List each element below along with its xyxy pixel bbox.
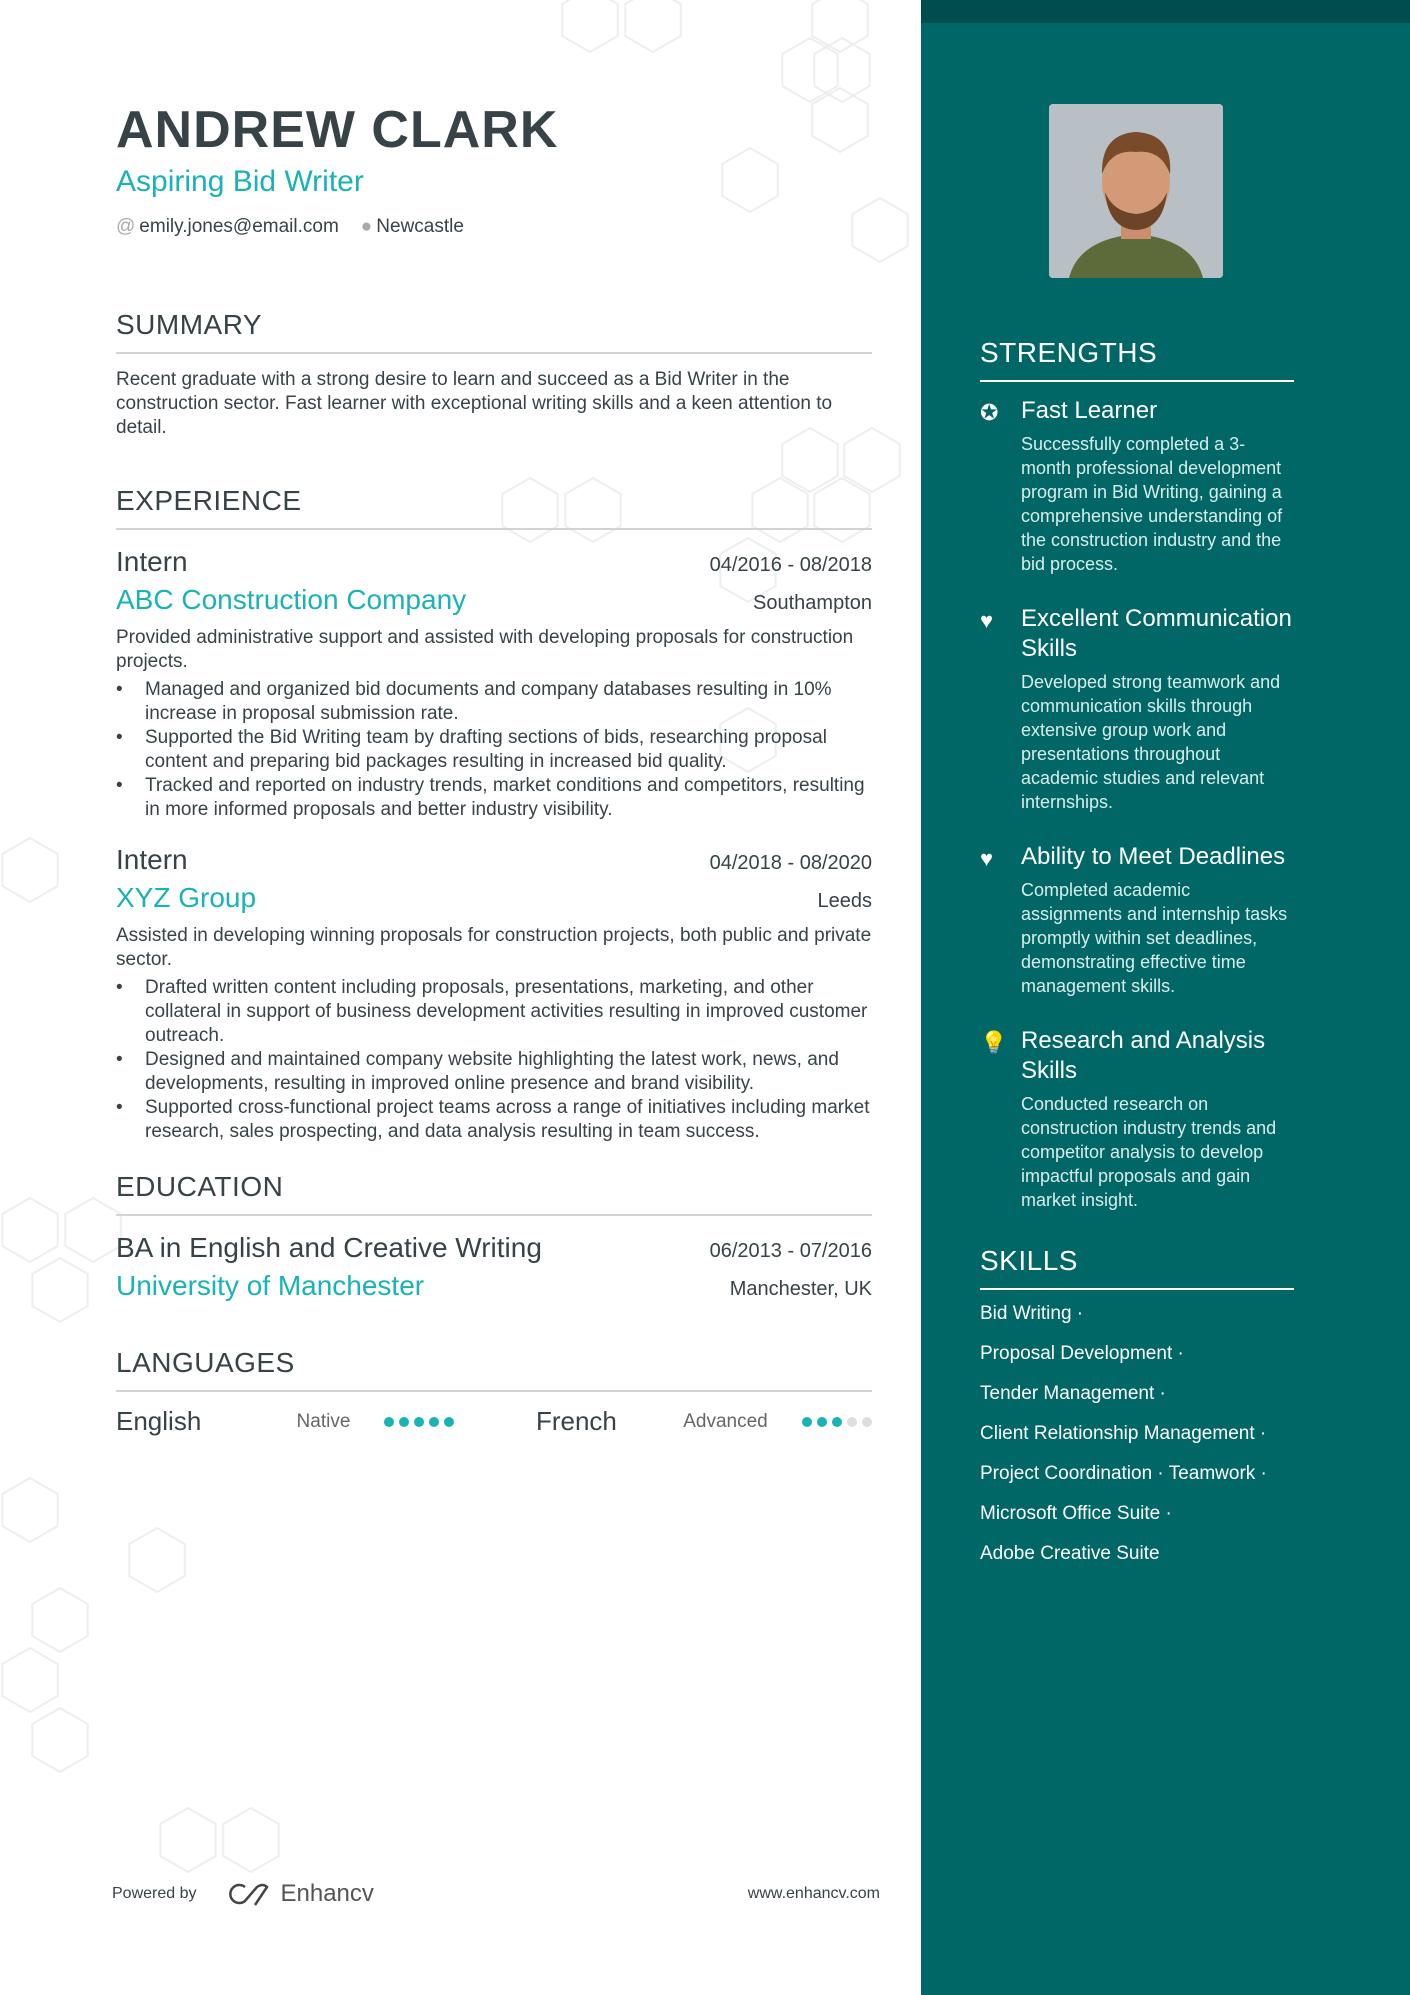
strength-description: Successfully completed a 3-month professional development program in Bid Writing, gaining a comprehensive understanding of the construction industry and the bid process. (1021, 434, 1283, 574)
profile-photo (1049, 104, 1223, 278)
language-level: Advanced (683, 1410, 768, 1432)
company-name[interactable]: XYZ Group (116, 882, 257, 913)
infinity-logo-icon (225, 1881, 271, 1907)
job-title: Intern (116, 844, 188, 875)
hexagon-shape (32, 1588, 87, 1652)
hexagon-shape (562, 0, 617, 52)
hexagon-shape (65, 1198, 120, 1262)
language-rating (384, 1417, 536, 1427)
hexagon-shape (625, 0, 680, 52)
language-name: French (535, 1406, 617, 1436)
job-dates: 04/2016 - 08/2018 (709, 554, 872, 576)
hexagon-shape (129, 1528, 184, 1592)
experience-section (116, 484, 872, 1144)
rating-dot (847, 1417, 857, 1427)
award-icon: ✪ (980, 400, 999, 425)
hexagon-shape (32, 1258, 87, 1322)
education-section (116, 1170, 872, 1306)
powered-by-label: Powered by (112, 1885, 197, 1902)
rating-dot (817, 1417, 827, 1427)
job-dates: 04/2018 - 08/2020 (709, 852, 872, 874)
bullet-item: • Managed and organized bid documents and company databases resulting in 10% increase in proposal submission rate. (116, 678, 872, 726)
hexagon-shape (2, 838, 57, 902)
summary-text: Recent graduate with a strong desire to learn and succeed as a Bid Writer in the construction sector. Fast learner with exceptional writing skills and a keen attention to detail. (116, 369, 833, 438)
rating-dot (862, 1417, 872, 1427)
strength-title: Research and Analysis Skills (1021, 1027, 1266, 1084)
strength-description: Conducted research on construction industry trends and competitor analysis to develop impactful proposals and gain market insight. (1021, 1094, 1277, 1210)
strength-item (980, 396, 1294, 576)
entry-header (116, 842, 872, 878)
enhancv-logo[interactable] (225, 1880, 374, 1908)
strength-title: Fast Learner (1021, 397, 1158, 424)
footer (112, 1880, 880, 1908)
at-icon: @ (116, 216, 136, 237)
skill-item: Tender Management · (980, 1383, 1166, 1404)
school: University of Manchester (116, 1270, 425, 1301)
education-location: Manchester, UK (729, 1278, 872, 1300)
experience-entry (116, 544, 872, 822)
resume-name: ANDREW CLARK (116, 101, 559, 159)
experience-entry (116, 842, 872, 1144)
hexagon-shape (782, 38, 837, 102)
entry-header (116, 544, 872, 580)
strength-body (1021, 842, 1294, 998)
bullet-list (116, 976, 872, 1144)
rating-dot (832, 1417, 842, 1427)
contact-info (116, 216, 872, 238)
skill-item: Adobe Creative Suite (980, 1543, 1160, 1564)
rating-dot (414, 1417, 424, 1427)
bullet-item: • Tracked and reported on industry trends, market conditions and competitors, resulting in more informed proposals and better industry visibility. (116, 774, 872, 822)
entry-subheader (116, 878, 872, 918)
location-pin-icon: ● (360, 216, 373, 237)
strength-body (1021, 396, 1294, 576)
skills-section (980, 1244, 1294, 1574)
hexagon-shape (2, 1478, 57, 1542)
job-location: Leeds (817, 890, 872, 912)
rating-dot (429, 1417, 439, 1427)
heart-icon: ♥ (980, 846, 994, 871)
job-location: Southampton (753, 592, 872, 614)
hexagon-shape (160, 1808, 215, 1872)
bullet-list (116, 678, 872, 822)
languages-section (116, 1346, 872, 1437)
sidebar-top-band (921, 0, 1410, 23)
skill-item: Microsoft Office Suite · (980, 1503, 1172, 1524)
section-title: LANGUAGES (116, 1346, 872, 1392)
hexagon-shape (2, 1648, 57, 1712)
degree: BA in English and Creative Writing (116, 1232, 542, 1263)
rating-dot (384, 1417, 394, 1427)
resume-title: Aspiring Bid Writer (116, 165, 364, 198)
strength-item (980, 842, 1294, 998)
education-dates: 06/2013 - 07/2016 (709, 1240, 872, 1262)
skill-item: Client Relationship Management · (980, 1423, 1267, 1444)
section-title: SKILLS (980, 1244, 1294, 1290)
bullet-item: • Designed and maintained company website highlighting the latest work, news, and developments, resulting in improved online presence and brand visibility. (116, 1048, 872, 1096)
section-title: EXPERIENCE (116, 484, 872, 530)
bullet-item: • Supported cross-functional project teams across a range of initiatives including market research, sales prospecting, and data analysis resulting in team success. (116, 1096, 872, 1144)
hexagon-shape (32, 1708, 87, 1772)
job-title: Intern (116, 546, 188, 577)
strength-body (1021, 604, 1294, 814)
strength-description: Completed academic assignments and internship tasks promptly within set deadlines, demonstrating effective time management skills. (1021, 880, 1288, 996)
email[interactable]: emily.jones@email.com (139, 216, 339, 237)
strength-title: Excellent Communication Skills (1021, 605, 1292, 662)
job-description: Provided administrative support and assisted with developing proposals for construction projects. (116, 627, 854, 672)
strength-item (980, 1026, 1294, 1212)
strength-description: Developed strong teamwork and communication skills through extensive group work and presentations throughout academic studies and relevant internships. (1021, 672, 1281, 812)
hexagon-shape (2, 1198, 57, 1262)
strength-body (1021, 1026, 1294, 1212)
section-title: STRENGTHS (980, 336, 1294, 382)
language-level: Native (296, 1410, 351, 1432)
rating-dot (802, 1417, 812, 1427)
language-name: English (116, 1406, 202, 1436)
section-title: EDUCATION (116, 1170, 872, 1216)
language-rating (802, 1417, 872, 1427)
bullet-item: • Drafted written content including proposals, presentations, marketing, and other collateral in support of business development activities resulting in improved customer outreach. (116, 976, 872, 1048)
hexagon-shape (812, 0, 867, 52)
rating-dot (444, 1417, 454, 1427)
entry-subheader (116, 580, 872, 620)
brand-name: Enhancv (280, 1880, 374, 1907)
skill-item: Bid Writing · (980, 1303, 1084, 1324)
strength-item (980, 604, 1294, 814)
bullet-item: • Supported the Bid Writing team by drafting sections of bids, researching proposal content and preparing bid packages resulting in increased bid quality. (116, 726, 872, 774)
section-title: SUMMARY (116, 308, 872, 354)
website-url[interactable]: www.enhancv.com (747, 1885, 880, 1902)
hexagon-shape (814, 38, 869, 102)
skill-item: Project Coordination · Teamwork · (980, 1463, 1267, 1484)
skill-item: Proposal Development · (980, 1343, 1184, 1364)
company-name[interactable]: ABC Construction Company (116, 584, 467, 615)
summary-section (116, 308, 872, 440)
heart-icon: ♥ (980, 608, 994, 633)
strength-title: Ability to Meet Deadlines (1021, 843, 1286, 870)
lightbulb-icon: 💡 (980, 1030, 1008, 1055)
job-description: Assisted in developing winning proposals for construction projects, both public and private sector. (116, 925, 872, 970)
hexagon-shape (223, 1808, 278, 1872)
sidebar (921, 0, 1410, 1995)
location: Newcastle (376, 216, 464, 237)
rating-dot (399, 1417, 409, 1427)
strengths-section (980, 336, 1294, 1212)
